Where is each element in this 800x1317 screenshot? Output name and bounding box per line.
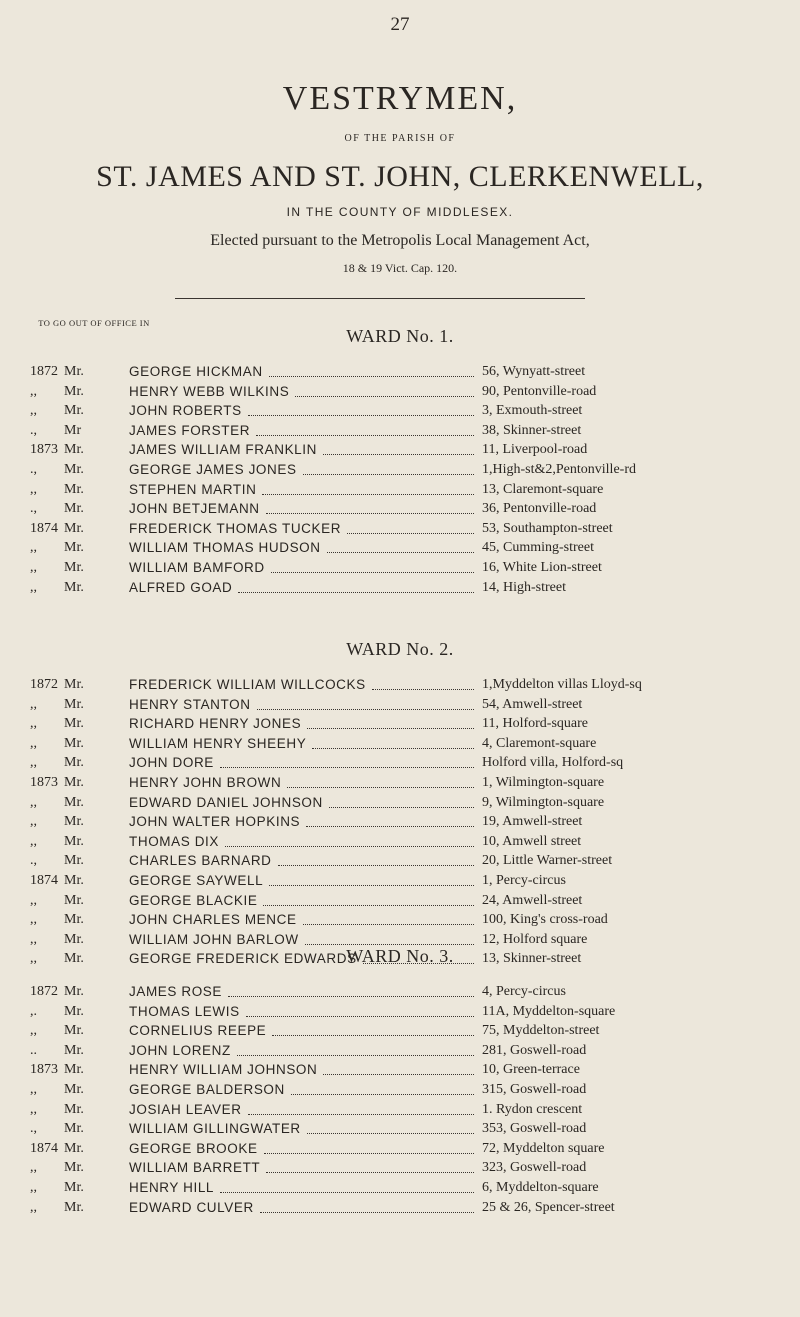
vestryman-row [0, 384, 800, 403]
dot-leader [272, 1035, 474, 1036]
honorific: Mr [64, 422, 82, 438]
honorific: Mr. [64, 892, 84, 908]
vestryman-address: 4, Claremont-square [482, 735, 597, 751]
dot-leader [237, 1055, 474, 1056]
office-year: ,, [30, 1082, 37, 1097]
office-year: ., [30, 1121, 37, 1137]
office-year: ,, [30, 1160, 37, 1176]
dot-leader [266, 1172, 474, 1173]
dot-leader [257, 709, 474, 710]
vestryman-address: 45, Cumming-street [482, 540, 594, 556]
vestryman-name: EDWARD CULVER [129, 1199, 254, 1215]
office-year: ,, [30, 1023, 37, 1039]
honorific: Mr. [64, 716, 84, 732]
vestryman-row [0, 501, 800, 520]
act-citation: 18 & 19 Vict. Cap. 120. [342, 261, 458, 275]
office-year: ,, [30, 833, 37, 849]
vestryman-address: 315, Goswell-road [482, 1082, 587, 1097]
office-year: 1872 [30, 984, 58, 999]
county-line: IN THE COUNTY OF MIDDLESEX. [286, 205, 514, 219]
honorific: Mr. [64, 696, 84, 712]
vestryman-row [0, 834, 800, 853]
dot-leader [306, 826, 474, 827]
ward-heading: WARD No. 1. [346, 326, 454, 346]
honorific: Mr. [64, 1003, 84, 1019]
vestryman-address: 16, White Lion-street [482, 560, 602, 575]
honorific: Mr. [64, 873, 84, 888]
vestryman-name: CHARLES BARNARD [129, 853, 272, 869]
vestryman-row [0, 580, 800, 599]
vestryman-address: 1,High-st&2,Pentonville-rd [482, 462, 636, 477]
dot-leader [260, 1212, 474, 1213]
office-year: ,, [30, 481, 37, 497]
dot-leader [347, 533, 474, 534]
vestryman-name: WILLIAM JOHN BARLOW [129, 931, 299, 947]
vestryman-row [0, 364, 800, 383]
office-year: ,, [30, 403, 37, 419]
vestryman-row [0, 1062, 800, 1081]
vestryman-row [0, 677, 800, 696]
office-year: ,, [30, 892, 37, 908]
vestryman-address: 3, Exmouth-street [482, 403, 583, 419]
vestryman-address: 4, Percy-circus [482, 984, 566, 999]
vestryman-name: GEORGE BROOKE [129, 1140, 258, 1156]
vestryman-row [0, 755, 800, 774]
vestryman-address: 20, Little Warner-street [482, 853, 613, 869]
honorific: Mr. [64, 1160, 84, 1176]
vestryman-name: GEORGE FREDERICK EDWARDS [129, 951, 357, 967]
office-year: 1874 [30, 873, 58, 888]
dot-leader [291, 1094, 474, 1095]
vestryman-name: HENRY HILL [129, 1180, 215, 1195]
office-year: ,, [30, 560, 37, 575]
dot-leader [323, 1074, 474, 1075]
honorific: Mr. [64, 833, 84, 849]
vestryman-address: 1, Percy-circus [482, 873, 566, 888]
honorific: Mr. [64, 1023, 84, 1039]
vestryman-row [0, 442, 800, 461]
vestryman-name: ALFRED GOAD [129, 579, 233, 595]
honorific: Mr. [64, 520, 84, 536]
honorific: Mr. [64, 403, 84, 419]
honorific: Mr. [64, 383, 84, 399]
vestryman-address: 281, Goswell-road [482, 1042, 587, 1058]
honorific: Mr. [64, 442, 84, 458]
vestryman-name: FREDERICK THOMAS TUCKER [129, 520, 342, 536]
dot-leader [271, 572, 474, 573]
dot-leader [287, 787, 474, 788]
honorific: Mr. [64, 1140, 84, 1156]
honorific: Mr. [64, 501, 84, 517]
vestryman-row [0, 1141, 800, 1160]
honorific: Mr. [64, 1121, 84, 1137]
dot-leader [372, 689, 474, 690]
header-rule [175, 298, 585, 299]
vestryman-name: JOSIAH LEAVER [129, 1101, 242, 1117]
dot-leader [303, 474, 474, 475]
vestryman-address: 353, Goswell-road [482, 1121, 587, 1137]
vestryman-address: 72, Myddelton square [482, 1140, 605, 1156]
vestryman-row [0, 775, 800, 794]
vestryman-address: 11A, Myddelton-square [482, 1003, 616, 1019]
vestryman-name: WILLIAM BAMFORD [129, 560, 265, 575]
vestryman-name: WILLIAM THOMAS HUDSON [129, 540, 321, 556]
dot-leader [303, 924, 474, 925]
office-year: ., [30, 501, 37, 517]
honorific: Mr. [64, 912, 84, 928]
vestryman-name: CORNELIUS REEPE [129, 1023, 267, 1039]
vestryman-name: GEORGE HICKMAN [129, 364, 263, 379]
vestryman-name: JOHN LORENZ [129, 1042, 231, 1058]
vestryman-name: WILLIAM BARRETT [129, 1160, 261, 1176]
office-year: ,, [30, 912, 37, 928]
vestryman-row [0, 423, 800, 442]
vestryman-row [0, 697, 800, 716]
office-year: ,, [30, 383, 37, 399]
vestryman-address: 11, Holford-square [482, 716, 589, 732]
office-year: ,, [30, 735, 37, 751]
vestryman-name: GEORGE JAMES JONES [129, 462, 297, 477]
office-year: ., [30, 422, 37, 438]
office-year: ,, [30, 931, 37, 947]
honorific: Mr. [64, 481, 84, 497]
dot-leader [329, 807, 474, 808]
vestryman-name: GEORGE SAYWELL [129, 873, 264, 888]
honorific: Mr. [64, 1042, 84, 1058]
vestryman-address: 1,Myddelton villas Lloyd-sq [482, 677, 642, 692]
vestryman-name: JAMES WILLIAM FRANKLIN [129, 442, 317, 458]
office-year: 1873 [30, 775, 58, 790]
vestryman-row [0, 1160, 800, 1179]
vestryman-address: Holford villa, Holford-sq [482, 755, 624, 771]
office-year: 1874 [30, 520, 58, 536]
honorific: Mr. [64, 364, 84, 379]
dot-leader [295, 396, 474, 397]
vestryman-name: JOHN WALTER HOPKINS [129, 814, 301, 830]
vestryman-address: 9, Wilmington-square [482, 794, 605, 810]
vestryman-address: 25 & 26, Spencer-street [482, 1199, 615, 1215]
vestryman-row [0, 560, 800, 579]
vestryman-row [0, 1121, 800, 1140]
vestryman-address: 56, Wynyatt-street [482, 364, 586, 379]
vestryman-name: JOHN DORE [129, 755, 214, 771]
vestryman-address: 11, Liverpool-road [482, 442, 588, 458]
elected-line: Elected pursuant to the Metropolis Local Management Act, [210, 232, 590, 249]
vestryman-row [0, 1200, 800, 1219]
office-year: 1874 [30, 1140, 58, 1156]
vestryman-name: WILLIAM HENRY SHEEHY [129, 735, 307, 751]
vestryman-address: 19, Amwell-street [482, 814, 583, 830]
vestryman-row [0, 984, 800, 1003]
office-year: 1873 [30, 1062, 58, 1078]
honorific: Mr. [64, 735, 84, 751]
honorific: Mr. [64, 931, 84, 947]
vestryman-address: 1, Wilmington-square [482, 775, 605, 790]
honorific: Mr. [64, 853, 84, 869]
vestryman-address: 323, Goswell-road [482, 1160, 587, 1176]
vestryman-row [0, 482, 800, 501]
vestryman-name: THOMAS LEWIS [129, 1003, 240, 1019]
vestryman-name: GEORGE BALDERSON [129, 1082, 285, 1097]
office-year: ,, [30, 579, 37, 595]
vestryman-name: JAMES FORSTER [129, 422, 251, 438]
honorific: Mr. [64, 755, 84, 771]
vestryman-row [0, 462, 800, 481]
honorific: Mr. [64, 984, 84, 999]
office-term-column-label: TO GO OUT OF OFFICE IN [38, 318, 150, 328]
office-year: ,, [30, 951, 37, 967]
dot-leader [238, 592, 474, 593]
dot-leader [248, 415, 474, 416]
vestryman-name: JOHN ROBERTS [129, 403, 242, 419]
honorific: Mr. [64, 814, 84, 830]
ward-heading: WARD No. 3. [346, 946, 454, 966]
office-year: ,. [30, 1003, 37, 1019]
vestryman-address: 13, Claremont-square [482, 481, 604, 497]
dot-leader [256, 435, 474, 436]
vestryman-row [0, 893, 800, 912]
dot-leader [269, 885, 474, 886]
honorific: Mr. [64, 1101, 84, 1117]
office-year: ,, [30, 716, 37, 732]
dot-leader [278, 865, 474, 866]
page-number: 27 [390, 14, 410, 35]
dot-leader [305, 944, 474, 945]
vestryman-address: 14, High-street [482, 579, 566, 595]
vestryman-address: 10, Green-terrace [482, 1062, 580, 1078]
vestryman-name: WILLIAM GILLINGWATER [129, 1121, 301, 1137]
vestryman-row [0, 1023, 800, 1042]
document-title: VESTRYMEN, [282, 80, 518, 117]
dot-leader [327, 552, 474, 553]
vestryman-row [0, 736, 800, 755]
honorific: Mr. [64, 1199, 84, 1215]
vestryman-address: 1. Rydon crescent [482, 1101, 583, 1117]
office-year: ,, [30, 696, 37, 712]
office-year: ,, [30, 755, 37, 771]
office-year: 1872 [30, 677, 58, 692]
dot-leader [307, 1133, 474, 1134]
vestryman-row [0, 403, 800, 422]
honorific: Mr. [64, 1062, 84, 1078]
office-year: ,, [30, 1180, 37, 1195]
vestryman-address: 36, Pentonville-road [482, 501, 597, 517]
vestryman-name: HENRY WILLIAM JOHNSON [129, 1062, 318, 1078]
vestryman-address: 6, Myddelton-square [482, 1180, 599, 1195]
office-year: ,, [30, 794, 37, 810]
vestryman-row [0, 716, 800, 735]
vestryman-row [0, 1082, 800, 1101]
honorific: Mr. [64, 579, 84, 595]
vestryman-row [0, 795, 800, 814]
honorific: Mr. [64, 677, 84, 692]
vestryman-row [0, 873, 800, 892]
vestryman-row [0, 540, 800, 559]
vestryman-row [0, 814, 800, 833]
dot-leader [248, 1114, 474, 1115]
vestryman-address: 12, Holford square [482, 931, 588, 947]
vestryman-row [0, 1180, 800, 1199]
vestryman-address: 10, Amwell street [482, 833, 582, 849]
honorific: Mr. [64, 1180, 84, 1195]
office-year: .. [30, 1042, 37, 1058]
dot-leader [220, 1192, 474, 1193]
vestryman-name: STEPHEN MARTIN [129, 481, 257, 497]
dot-leader [263, 905, 474, 906]
dot-leader [264, 1153, 474, 1154]
dot-leader [220, 767, 474, 768]
honorific: Mr. [64, 794, 84, 810]
vestryman-row [0, 1102, 800, 1121]
honorific: Mr. [64, 775, 84, 790]
vestryman-name: EDWARD DANIEL JOHNSON [129, 794, 323, 810]
vestryman-name: JAMES ROSE [129, 984, 223, 999]
parish-name: ST. JAMES AND ST. JOHN, CLERKENWELL, [96, 160, 704, 193]
vestryman-address: 53, Southampton-street [482, 520, 613, 536]
office-year: ,, [30, 540, 37, 556]
honorific: Mr. [64, 540, 84, 556]
office-year: 1872 [30, 364, 58, 379]
vestryman-name: THOMAS DIX [129, 833, 220, 849]
vestryman-row [0, 912, 800, 931]
honorific: Mr. [64, 462, 84, 477]
honorific: Mr. [64, 1082, 84, 1097]
office-year: ,, [30, 814, 37, 830]
of-parish-line: OF THE PARISH OF [344, 133, 456, 144]
ward-heading: WARD No. 2. [346, 639, 454, 659]
vestryman-address: 54, Amwell-street [482, 696, 583, 712]
honorific: Mr. [64, 560, 84, 575]
vestryman-address: 90, Pentonville-road [482, 383, 597, 399]
vestryman-address: 100, King's cross-road [482, 912, 608, 928]
vestryman-address: 75, Myddelton-street [482, 1023, 600, 1039]
office-year: ,, [30, 1199, 37, 1215]
vestryman-name: JOHN CHARLES MENCE [129, 912, 297, 928]
vestryman-row [0, 1004, 800, 1023]
vestryman-name: HENRY STANTON [129, 696, 251, 712]
vestryman-name: RICHARD HENRY JONES [129, 716, 302, 732]
dot-leader [228, 996, 474, 997]
vestryman-address: 24, Amwell-street [482, 892, 583, 908]
office-year: 1873 [30, 442, 58, 458]
vestryman-address: 13, Skinner-street [482, 951, 582, 967]
dot-leader [225, 846, 474, 847]
dot-leader [262, 494, 474, 495]
vestryman-name: JOHN BETJEMANN [129, 501, 260, 517]
office-year: ., [30, 853, 37, 869]
dot-leader [246, 1016, 474, 1017]
vestryman-row [0, 1043, 800, 1062]
dot-leader [266, 513, 474, 514]
vestryman-row [0, 853, 800, 872]
vestryman-name: HENRY JOHN BROWN [129, 775, 282, 790]
dot-leader [312, 748, 474, 749]
vestryman-name: GEORGE BLACKIE [129, 892, 258, 908]
vestryman-name: HENRY WEBB WILKINS [129, 383, 290, 399]
office-year: ., [30, 462, 37, 477]
office-year: ,, [30, 1101, 37, 1117]
dot-leader [307, 728, 474, 729]
dot-leader [269, 376, 474, 377]
honorific: Mr. [64, 951, 84, 967]
dot-leader [323, 454, 474, 455]
vestryman-address: 38, Skinner-street [482, 422, 582, 438]
vestryman-name: FREDERICK WILLIAM WILLCOCKS [129, 677, 366, 692]
vestryman-row [0, 521, 800, 540]
